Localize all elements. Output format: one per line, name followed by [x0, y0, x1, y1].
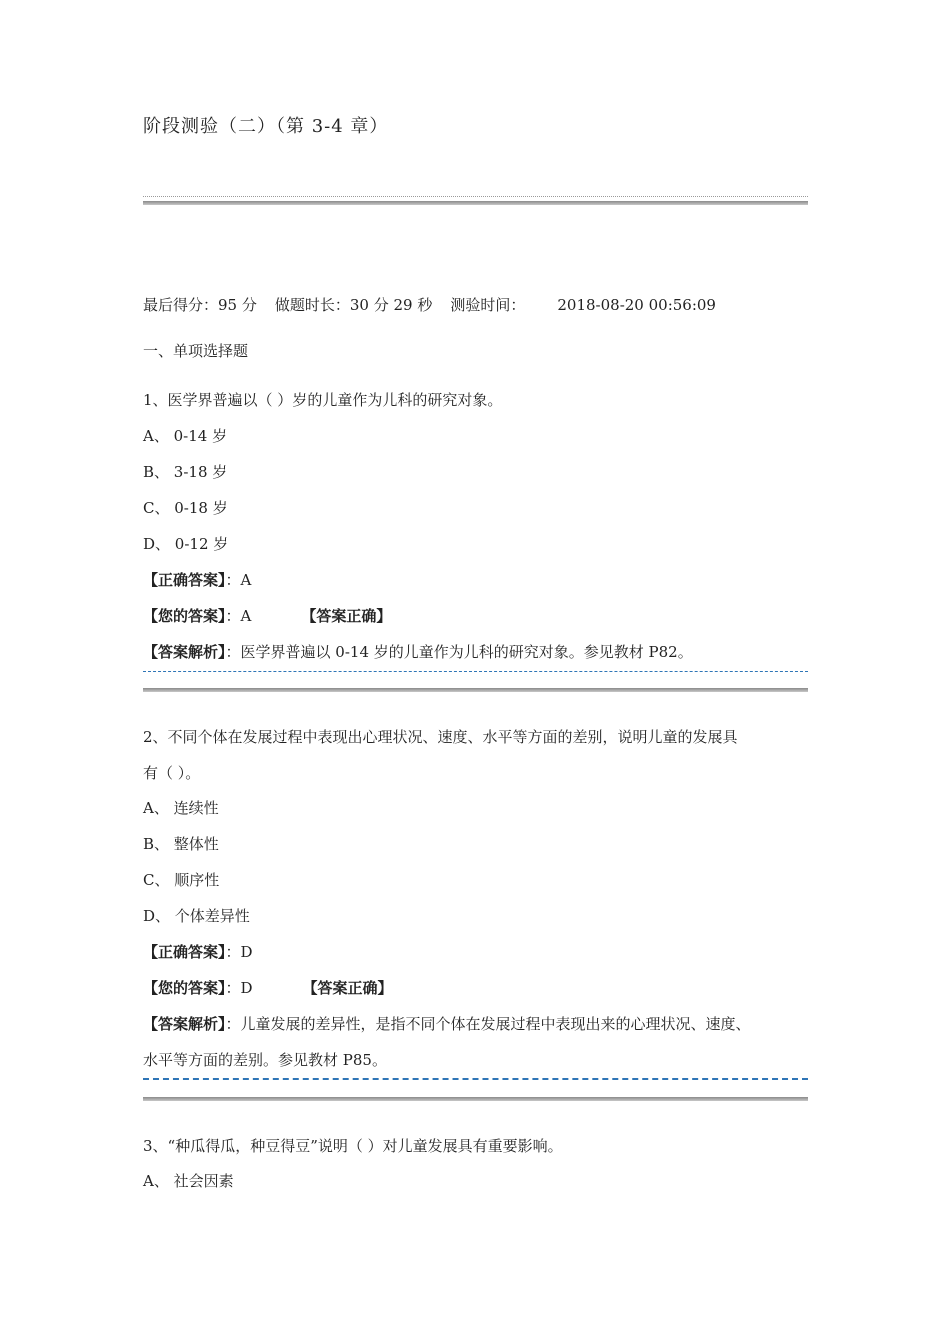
correct-answer-label: 【正确答案】	[143, 571, 226, 589]
question-2-option-d: D、 个体差异性	[143, 907, 250, 925]
correct-answer-label: 【正确答案】	[143, 943, 226, 961]
question-1-option-d: D、 0-12 岁	[143, 535, 229, 553]
question-1-stem: 1、医学界普遍以（ ）岁的儿童作为儿科的研究对象。	[143, 391, 503, 409]
your-answer-value: ：A	[225, 607, 252, 625]
question-2-your-answer	[143, 977, 393, 998]
result-meta	[143, 294, 716, 315]
question-1-correct-answer	[143, 569, 251, 590]
answer-verdict: 【答案正确】	[302, 979, 393, 997]
correct-answer-value: ：A	[225, 571, 252, 589]
question-1-analysis	[143, 641, 693, 662]
analysis-label: 【答案解析】	[143, 1015, 226, 1033]
question-2-option-b: B、 整体性	[143, 835, 219, 853]
your-answer-label: 【您的答案】	[143, 607, 226, 625]
question-2-analysis-line1	[143, 1013, 751, 1034]
test-time-label: 测验时间：	[450, 296, 526, 314]
question-3-option-a: A、 社会因素	[143, 1172, 234, 1190]
your-answer-value: ：D	[225, 979, 253, 997]
question-3-stem: 3、“种瓜得瓜，种豆得豆”说明（ ）对儿童发展具有重要影响。	[143, 1137, 563, 1155]
divider	[143, 196, 808, 197]
analysis-text: ：儿童发展的差异性，是指不同个体在发展过程中表现出来的心理状况、速度、	[225, 1015, 751, 1033]
divider-bar	[143, 201, 808, 205]
page-title: 阶段测验（二）（第 3-4 章）	[143, 116, 389, 137]
answer-verdict: 【答案正确】	[301, 607, 392, 625]
question-1-your-answer	[143, 605, 391, 626]
question-2-stem-line1: 2、不同个体在发展过程中表现出心理状况、速度、水平等方面的差别，说明儿童的发展具	[143, 728, 738, 746]
question-1-option-c: C、 0-18 岁	[143, 499, 228, 517]
divider-bar	[143, 1097, 808, 1101]
question-1-option-a: A、 0-14 岁	[143, 427, 228, 445]
analysis-text: ：医学界普遍以 0-14 岁的儿童作为儿科的研究对象。参见教材 P82。	[225, 643, 693, 661]
question-2-option-a: A、 连续性	[143, 799, 219, 817]
test-time-value: 2018-08-20 00:56:09	[557, 296, 716, 314]
question-2-option-c: C、 顺序性	[143, 871, 220, 889]
question-1-option-b: B、 3-18 岁	[143, 463, 228, 481]
divider-dashed	[143, 671, 808, 672]
question-2-analysis-line2: 水平等方面的差别。参见教材 P85。	[143, 1051, 387, 1069]
divider-bar	[143, 688, 808, 692]
duration: 做题时长：30 分 29 秒	[274, 296, 433, 314]
question-2-stem-line2: 有（ ）。	[143, 764, 201, 782]
section-heading: 一、单项选择题	[143, 342, 249, 360]
divider-dashed	[143, 1078, 808, 1080]
correct-answer-value: ：D	[225, 943, 253, 961]
analysis-label: 【答案解析】	[143, 643, 226, 661]
final-score: 最后得分：95 分	[143, 296, 257, 314]
your-answer-label: 【您的答案】	[143, 979, 226, 997]
question-2-correct-answer	[143, 941, 253, 962]
